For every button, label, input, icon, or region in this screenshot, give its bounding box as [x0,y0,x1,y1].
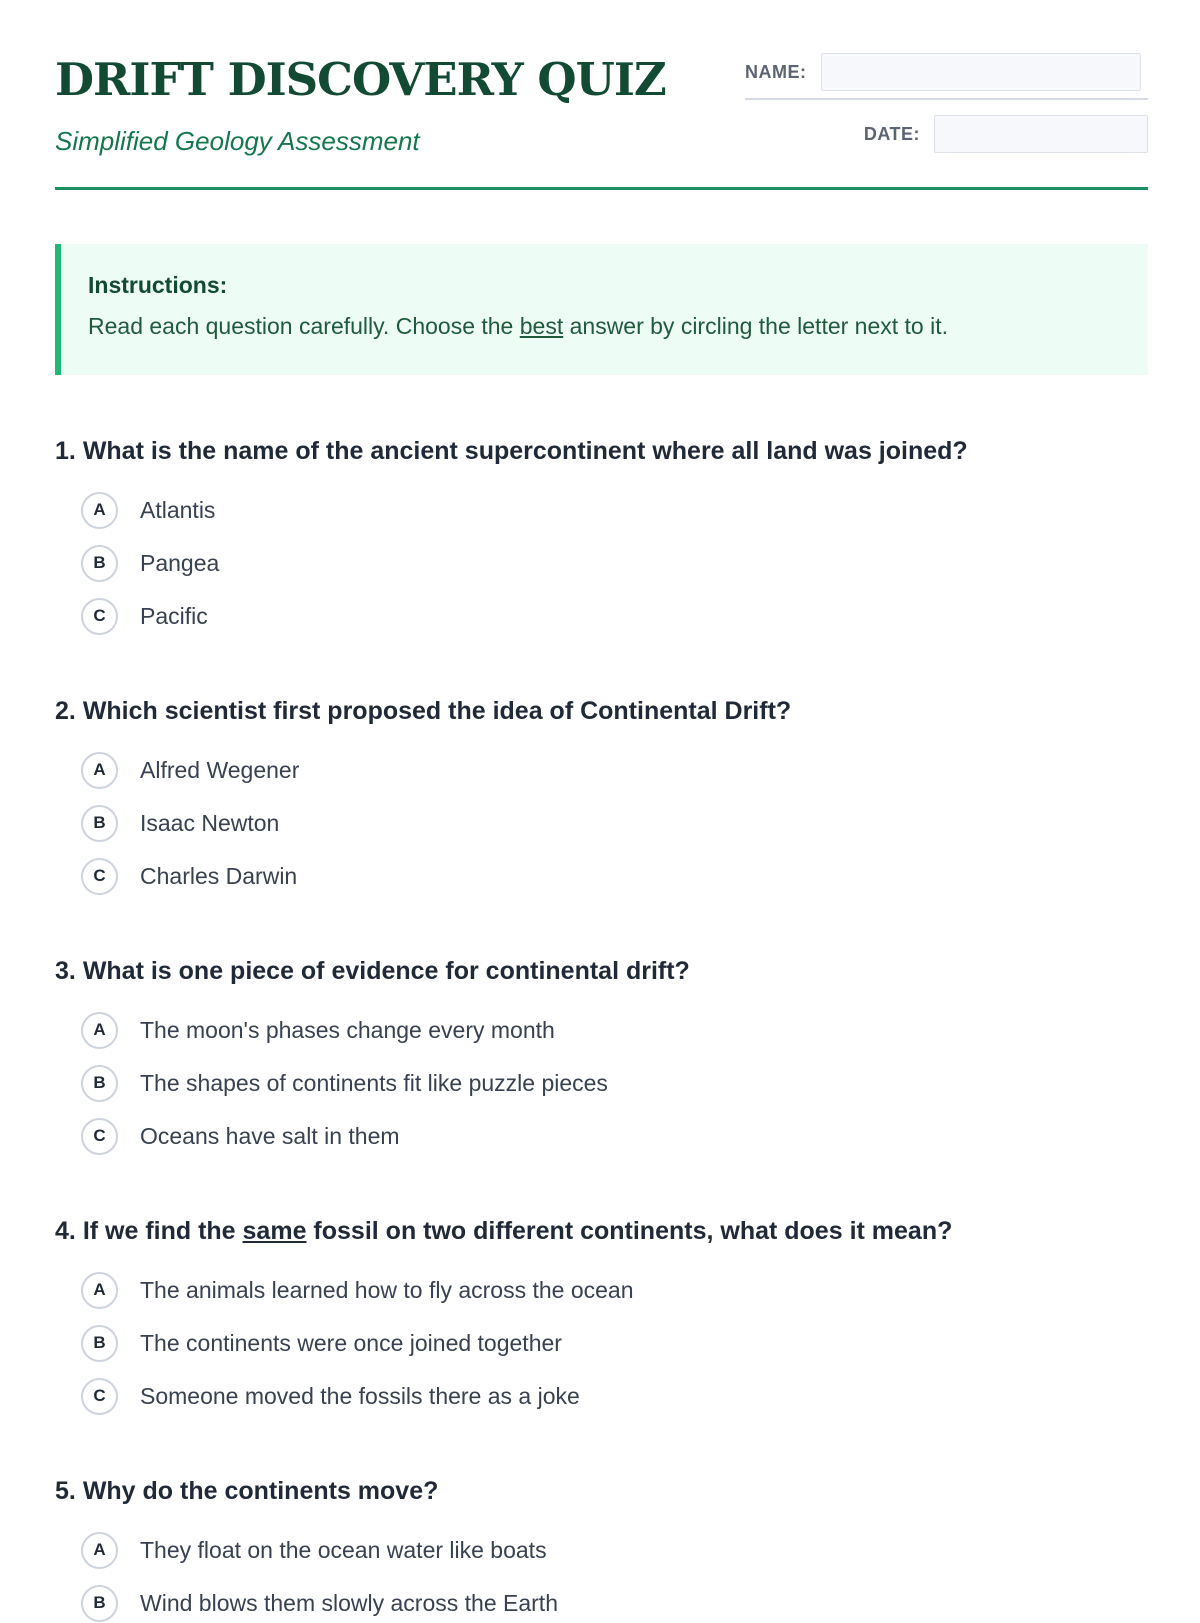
question-text [55,694,1148,728]
option-text: Someone moved the fossils there as a joke [140,1382,580,1409]
option-a[interactable] [81,750,299,790]
option-letter-circle[interactable]: A [81,1272,118,1309]
name-label: NAME: [745,61,807,82]
instructions-text-end: answer by circling the letter next to it. [563,313,948,339]
option-text: They float on the ocean water like boats [140,1536,547,1563]
question-prompt: Which scientist first proposed the idea of Continental Drift? [82,697,792,725]
question-prompt-start: If we find the [82,1217,243,1245]
question-prompt: Why do the continents move? [82,1477,439,1505]
header-divider [55,187,1148,190]
option-a[interactable] [81,1270,634,1310]
option-text: Wind blows them slowly across the Earth [140,1589,558,1616]
instructions-box [55,244,1148,375]
option-letter-circle[interactable]: B [81,545,118,582]
option-text: The animals learned how to fly across the ocean [140,1276,634,1303]
question-number: 1. [55,437,76,465]
option-letter-circle[interactable]: A [81,1012,118,1049]
question-text [55,1214,1148,1248]
option-letter-circle[interactable]: C [81,1118,118,1155]
question-number: 5. [55,1477,76,1505]
option-letter-circle[interactable]: B [81,805,118,842]
question-text [55,954,1148,988]
option-b[interactable] [81,543,219,583]
option-letter-circle[interactable]: C [81,1378,118,1415]
option-letter-circle[interactable]: A [81,492,118,529]
date-field-row [864,115,1148,153]
option-letter-circle[interactable]: C [81,858,118,895]
question-4 [55,1214,1148,1434]
option-text: Alfred Wegener [140,756,300,783]
option-a[interactable] [81,1010,555,1050]
quiz-subtitle: Simplified Geology Assessment [55,126,420,156]
option-b[interactable] [81,1323,562,1363]
question-text [55,1474,1148,1508]
option-letter-circle[interactable]: B [81,1325,118,1362]
instructions-emphasis: best [519,313,564,339]
option-c[interactable] [81,1116,400,1156]
option-text: Isaac Newton [140,809,280,836]
option-letter-circle[interactable]: B [81,1585,118,1622]
question-text [55,434,1148,468]
option-text: Oceans have salt in them [140,1122,400,1149]
option-text: The shapes of continents fit like puzzle pieces [140,1069,608,1096]
question-emphasis: same [242,1217,307,1245]
date-label: DATE: [863,123,920,144]
quiz-title: DRIFT DISCOVERY QUIZ [55,53,666,106]
instructions-text [88,313,1148,340]
question-prompt: What is one piece of evidence for continental drift? [82,957,690,985]
question-number: 4. [55,1217,76,1245]
name-input[interactable] [821,53,1141,91]
option-b[interactable] [81,1583,558,1623]
name-field-row [745,53,1148,100]
option-a[interactable] [81,490,215,530]
option-c[interactable] [81,596,208,636]
option-letter-circle[interactable]: A [81,752,118,789]
question-number: 2. [55,697,76,725]
option-text: Pacific [140,602,208,629]
option-text: The moon's phases change every month [140,1016,555,1043]
question-3 [55,954,1148,1174]
question-number: 3. [55,957,76,985]
option-letter-circle[interactable]: C [81,598,118,635]
quiz-page [55,0,1148,1616]
question-5 [55,1474,1148,1616]
option-text: Charles Darwin [140,862,298,889]
option-text: Pangea [140,549,220,576]
date-input[interactable] [934,115,1148,153]
option-a[interactable] [81,1530,547,1570]
question-prompt: What is the name of the ancient supercontinent where all land was joined? [82,437,968,465]
option-text: Atlantis [140,496,216,523]
option-letter-circle[interactable]: B [81,1065,118,1102]
instructions-heading: Instructions: [88,272,228,298]
option-c[interactable] [81,1376,580,1416]
question-1 [55,434,1148,654]
option-text: The continents were once joined together [140,1329,562,1356]
instructions-text-start: Read each question carefully. Choose the [88,313,520,339]
option-b[interactable] [81,1063,608,1103]
option-c[interactable] [81,856,297,896]
quiz-header [55,0,1148,190]
question-prompt-end: fossil on two different continents, what does it mean? [306,1217,953,1245]
option-b[interactable] [81,803,279,843]
question-2 [55,694,1148,914]
option-letter-circle[interactable]: A [81,1532,118,1569]
